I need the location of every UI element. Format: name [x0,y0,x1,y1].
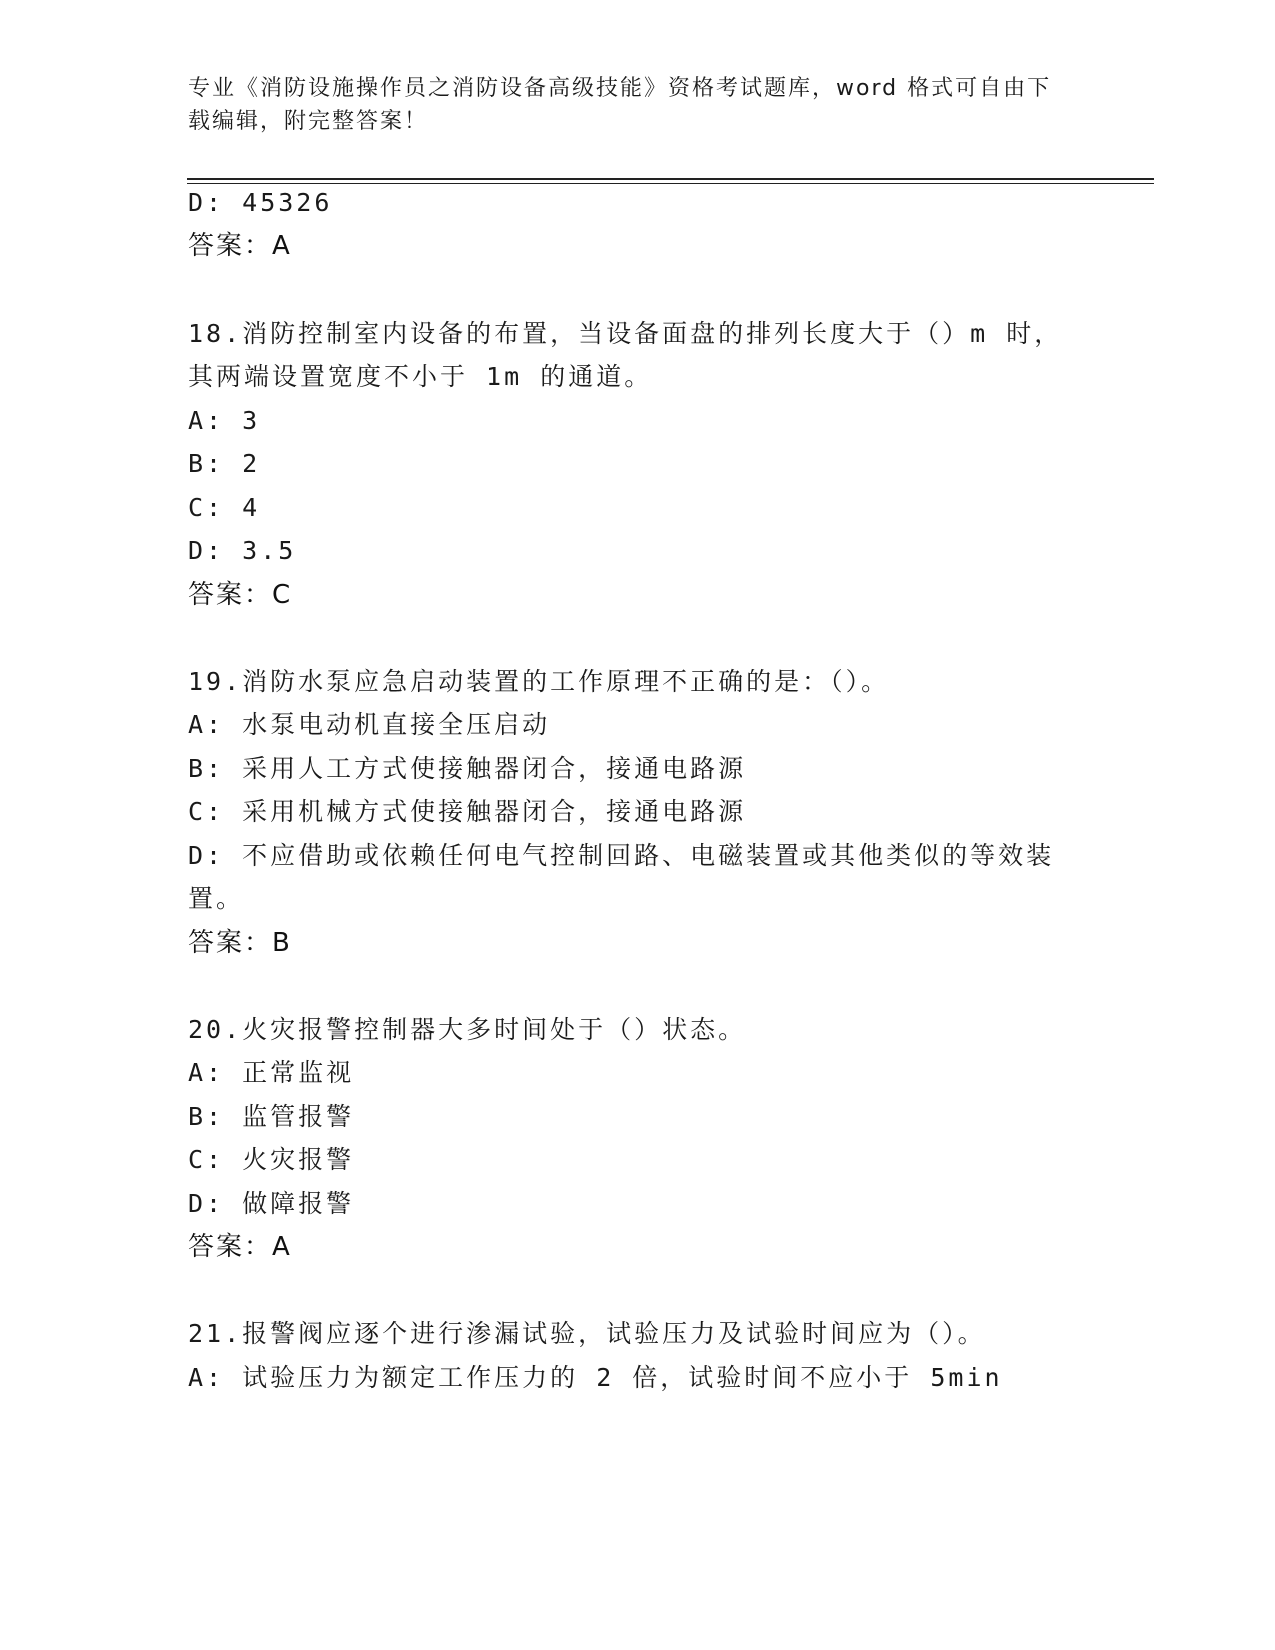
q18-option-d: D: 3.5 [188,536,297,565]
document-header: 专业《消防设施操作员之消防设备高级技能》资格考试题库，word 格式可自由下载编辑，附完整答案！ [188,76,1052,134]
q20-answer: 答案：A [188,1232,292,1262]
q19-option-b: B: 采用人工方式使接触器闭合，接通电路源 [188,754,747,783]
q21-stem: 21.报警阀应逐个进行渗漏试验，试验压力及试验时间应为（）。 [188,1319,986,1348]
q18-answer: 答案：C [188,580,293,610]
q20-option-d: D: 做障报警 [188,1189,355,1218]
q18-option-a: A: 3 [188,406,261,435]
q19-option-a: A: 水泵电动机直接全压启动 [188,710,551,739]
q19-option-d-line1: D: 不应借助或依赖任何电气控制回路、电磁装置或其他类似的等效装 [188,841,1055,870]
q20-option-c: C: 火灾报警 [188,1145,355,1174]
header-divider [187,178,1154,184]
q18-option-c: C: 4 [188,493,261,522]
q20-option-a: A: 正常监视 [188,1058,355,1087]
q18-stem-line1: 18.消防控制室内设备的布置，当设备面盘的排列长度大于（）m 时， [188,319,1063,348]
q21-option-a: A: 试验压力为额定工作压力的 2 倍，试验时间不应小于 5min [188,1363,1003,1392]
q19-option-d-line2: 置。 [188,884,245,913]
q20-stem: 20.火灾报警控制器大多时间处于（）状态。 [188,1015,747,1044]
prev-answer: 答案：A [188,231,292,261]
prev-option-d: D: 45326 [188,188,333,217]
q18-stem-line2: 其两端设置宽度不小于 1m 的通道。 [188,362,653,391]
q19-answer: 答案：B [188,928,292,958]
q20-option-b: B: 监管报警 [188,1102,355,1131]
q19-stem: 19.消防水泵应急启动装置的工作原理不正确的是：（）。 [188,667,890,696]
q19-option-c: C: 采用机械方式使接触器闭合，接通电路源 [188,797,747,826]
q18-option-b: B: 2 [188,449,261,478]
